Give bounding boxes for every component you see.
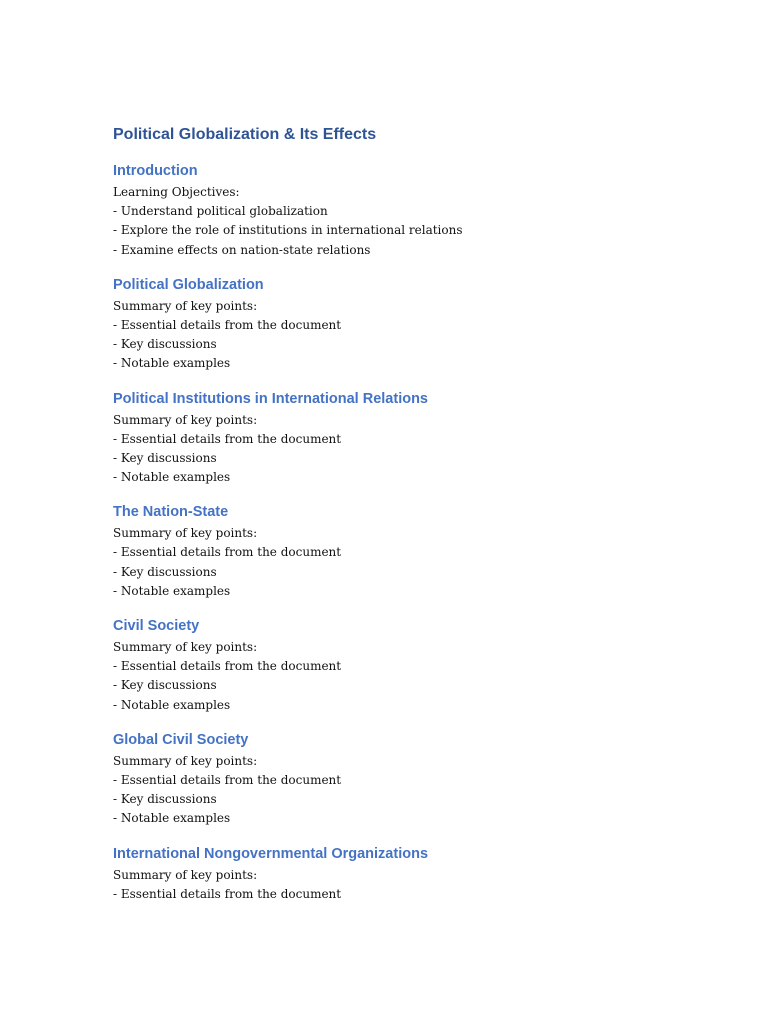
section-heading: Global Civil Society [113, 731, 249, 748]
section-line: Summary of key points: [113, 526, 258, 541]
section-line: - Understand political globalization [113, 204, 328, 219]
section-heading: Political Globalization [113, 276, 264, 293]
section-line: - Essential details from the document [113, 772, 342, 787]
section-heading: International Nongovernmental Organizations [113, 845, 429, 862]
section-line: Summary of key points: [113, 640, 258, 654]
section-line: - Essential details from the document [113, 545, 342, 560]
section-line: - Key discussions [113, 564, 217, 579]
section-heading: The Nation-State [113, 504, 229, 521]
section-heading: Civil Society [113, 618, 200, 634]
section-line: - Explore the role of institutions in international relations [113, 223, 463, 238]
section-political-globalization [113, 275, 673, 374]
section-line: - Essential details from the document [113, 431, 342, 446]
section-line: - Essential details from the document [113, 886, 342, 901]
section-line: - Examine effects on nation-state relations [113, 242, 371, 257]
section-nation-state [113, 502, 673, 601]
section-heading: Introduction [113, 163, 198, 179]
section-line: - Essential details from the document [113, 659, 342, 674]
section-introduction [113, 161, 673, 260]
section-line: - Key discussions [113, 450, 217, 465]
section-heading: Political Institutions in International Relations [113, 390, 428, 407]
section-line: Learning Objectives: [113, 185, 240, 199]
section-line: - Notable examples [113, 356, 231, 371]
section-global-civil-society [113, 730, 673, 829]
section-line: - Notable examples [113, 811, 231, 826]
section-line: - Key discussions [113, 678, 217, 693]
section-line: Summary of key points: [113, 412, 258, 427]
section-line: - Key discussions [113, 792, 217, 807]
section-line: - Notable examples [113, 583, 231, 598]
section-line: - Key discussions [113, 337, 217, 352]
section-line: - Notable examples [113, 697, 231, 712]
section-line: - Essential details from the document [113, 317, 342, 332]
section-line: Summary of key points: [113, 298, 258, 313]
section-line: Summary of key points: [113, 753, 258, 768]
section-line: - Notable examples [113, 470, 231, 485]
section-line: Summary of key points: [113, 867, 258, 882]
document-title: Political Globalization & Its Effects [113, 126, 377, 143]
document-page [113, 124, 673, 904]
section-political-institutions [113, 389, 673, 488]
section-ingos [113, 844, 673, 904]
section-civil-society [113, 616, 673, 715]
